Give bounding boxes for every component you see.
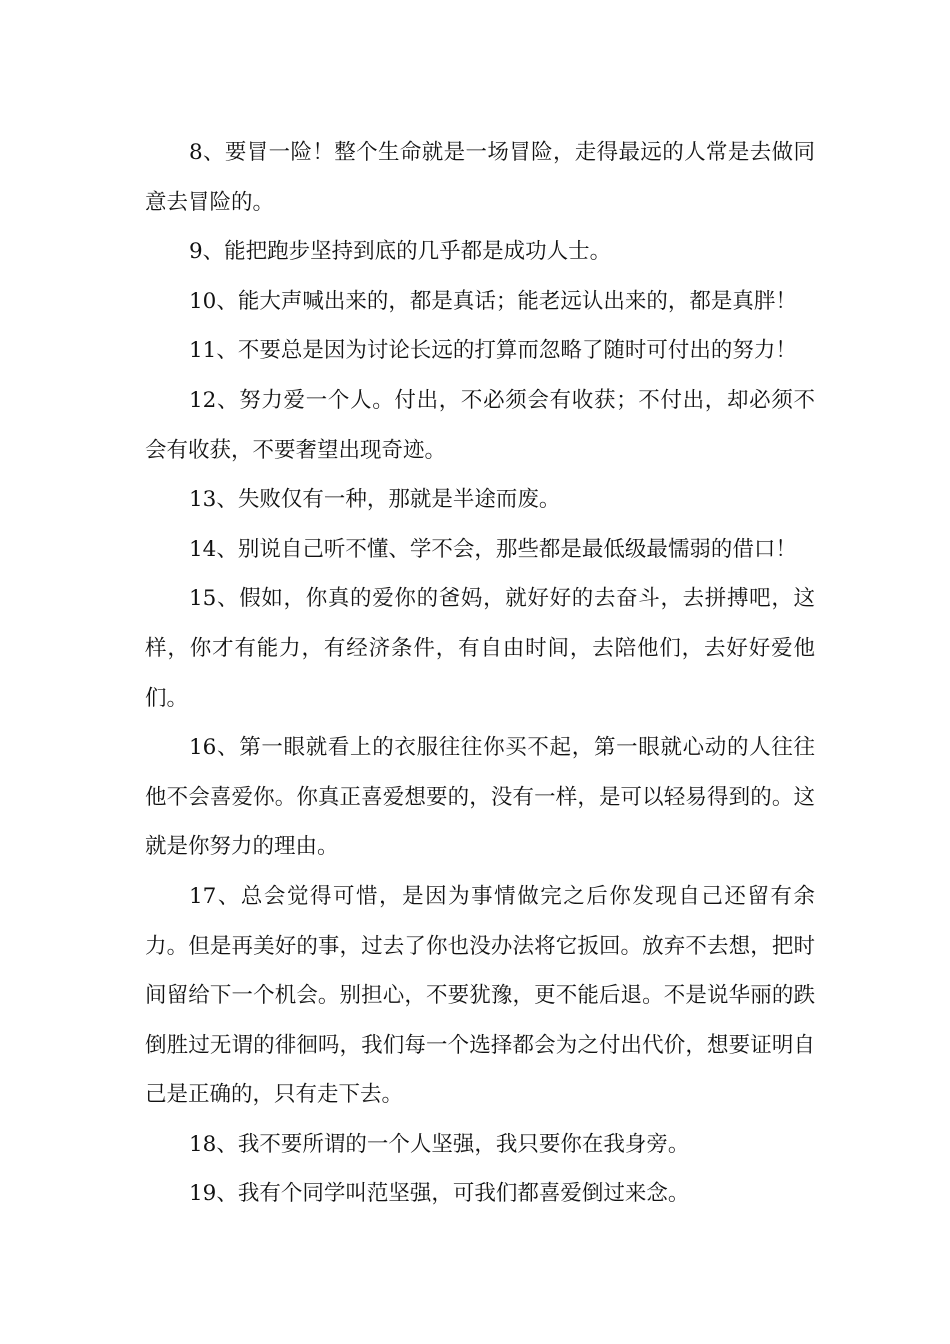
paragraph-19: 19、我有个同学叫范坚强，可我们都喜爱倒过来念。 [189,1181,690,1207]
paragraph-13: 13、失败仅有一种，那就是半途而废。 [189,487,561,513]
paragraph-12: 12、努力爱一个人。付出，不必须会有收获；不付出，却必须不会有收获，不要奢望出现奇迹。 [145,387,815,463]
paragraph-10: 10、能大声喊出来的，都是真话；能老远认出来的，都是真胖！ [189,288,797,314]
paragraph-9: 9、能把跑步坚持到底的几乎都是成功人士。 [189,239,612,265]
paragraph-15: 15、假如，你真的爱你的爸妈，就好好的去奋斗，去拼搏吧，这样，你才有能力，有经济条件，有自由时间，去陪他们，去好好爱他们。 [145,586,815,711]
paragraph-11: 11、不要总是因为讨论长远的打算而忽略了随时可付出的努力！ [189,338,797,364]
paragraph-14: 14、别说自己听不懂、学不会，那些都是最低级最懦弱的借口！ [189,536,797,562]
paragraph-16: 16、第一眼就看上的衣服往往你买不起，第一眼就心动的人往往他不会喜爱你。你真正喜爱想要的，没有一样，是可以轻易得到的。这就是你努力的理由。 [145,735,815,860]
paragraph-18: 18、我不要所谓的一个人坚强，我只要你在我身旁。 [189,1131,690,1157]
document-body [145,128,815,1219]
paragraph-8: 8、要冒一险！整个生命就是一场冒险，走得最远的人常是去做同意去冒险的。 [145,140,815,215]
paragraph-17: 17、总会觉得可惜，是因为事情做完之后你发现自己还留有余力。但是再美好的事，过去了你也没办法将它扳回。放弃不去想，把时间留给下一个机会。别担心，不要犹豫，更不能后退。不是说华丽的跌倒胜过无谓的徘徊吗，我们每一个选择都会为之付出代价，想要证明自己是正确的，只有走下去。 [145,883,815,1108]
